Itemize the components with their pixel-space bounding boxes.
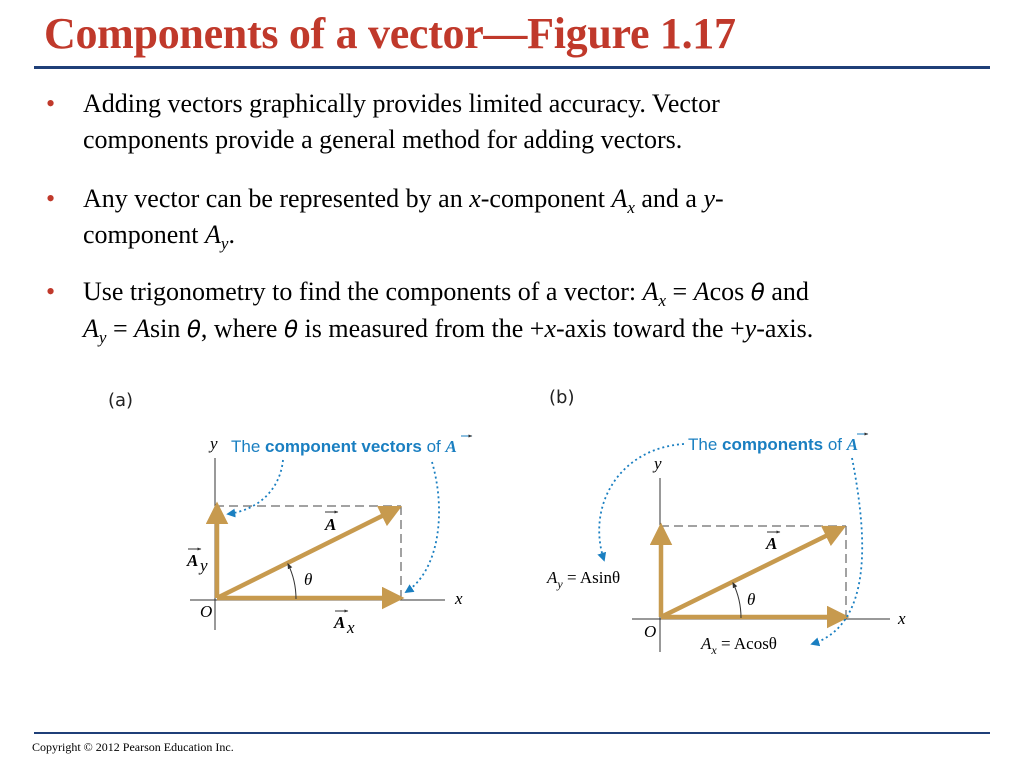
- bullet-1-line-1: Adding vectors graphically provides limited accuracy. Vector: [83, 89, 720, 118]
- y-axis-label: y: [210, 434, 218, 453]
- label-A: [765, 532, 780, 553]
- y-axis-label: y: [654, 454, 662, 473]
- bullet-2-text: Any vector can be represented by an: [83, 184, 470, 213]
- A-variable: A: [642, 277, 659, 306]
- theta-label: θ: [747, 590, 756, 609]
- label-A: [324, 512, 338, 534]
- bullet-3-text: Use trigonometry to find the components of a vector:: [83, 277, 643, 306]
- A-label: A: [325, 515, 337, 534]
- origin-label: O: [200, 602, 213, 621]
- bullet-3-text: , where: [200, 314, 284, 343]
- figure-b-label: (b): [549, 387, 575, 408]
- x-subscript: x: [658, 291, 667, 310]
- x-variable: x: [469, 184, 481, 213]
- bullet-2-text: -: [715, 184, 724, 213]
- callout-text: The component vectors of A: [231, 437, 457, 456]
- bullet-dot: •: [46, 277, 56, 306]
- x-variable: x: [544, 314, 556, 343]
- bullet-2-text: component: [83, 220, 206, 249]
- theta-label: θ: [304, 570, 313, 589]
- callout-text: The components of A: [688, 435, 859, 454]
- A-label: A: [766, 534, 778, 553]
- bullet-2-text: and a: [634, 184, 704, 213]
- A-variable: A: [693, 277, 710, 306]
- copyright-notice: Copyright © 2012 Pearson Education Inc.: [32, 740, 234, 754]
- Ax-subscript: x: [347, 618, 355, 637]
- label-Ay: [186, 549, 208, 575]
- sin-function: sin: [150, 314, 187, 343]
- figure-a: [108, 390, 472, 637]
- origin-label: O: [644, 622, 657, 641]
- bullet-3-text: -axis toward the +: [556, 314, 745, 343]
- A-variable: A: [134, 314, 150, 343]
- bullet-3-text: -axis.: [756, 314, 814, 343]
- equals-sign: =: [106, 314, 135, 343]
- Ay-label: A: [187, 551, 199, 570]
- label-Ax: [333, 611, 355, 637]
- Ax-label: A: [334, 613, 346, 632]
- x-subscript: x: [627, 198, 635, 217]
- A-variable: A: [205, 220, 221, 249]
- bullet-2-text: .: [228, 220, 235, 249]
- Ax-value-label: $A_x = Acos\theta$: [701, 634, 777, 657]
- slide-title: Components of a vector—Figure 1.17: [44, 9, 736, 58]
- bullet-dot: •: [46, 184, 56, 213]
- x-axis-label: x: [455, 589, 463, 608]
- bullet-3-text: and: [764, 277, 809, 306]
- y-subscript: y: [98, 328, 107, 347]
- theta-symbol: θ: [750, 280, 765, 306]
- y-subscript: y: [220, 234, 229, 253]
- callout-pointer: [406, 462, 439, 592]
- Ay-value-label: $A_y = Asin\theta$: [547, 568, 621, 591]
- A-variable: A: [83, 314, 99, 343]
- bullet-2-text: -component: [480, 184, 612, 213]
- x-axis-label: x: [898, 609, 906, 628]
- bullet-dot: •: [46, 89, 56, 118]
- angle-arc: [733, 583, 741, 618]
- figure-b: [546, 387, 906, 657]
- theta-symbol: θ: [186, 317, 201, 343]
- cos-function: cos: [709, 277, 751, 306]
- A-variable: A: [611, 184, 628, 213]
- equals-sign: =: [666, 277, 694, 306]
- y-variable: y: [703, 184, 716, 213]
- theta-symbol: θ: [283, 317, 299, 343]
- figure-a-label: (a): [108, 390, 134, 411]
- footer-divider: [34, 732, 990, 734]
- y-variable: y: [744, 314, 757, 343]
- angle-arc: [288, 564, 296, 599]
- bullet-3-text: is measured from the +: [298, 314, 545, 343]
- Ay-subscript: y: [200, 556, 208, 575]
- callout-pointer: [599, 444, 684, 560]
- bullet-1-line-2: components provide a general method for adding vectors.: [83, 125, 683, 154]
